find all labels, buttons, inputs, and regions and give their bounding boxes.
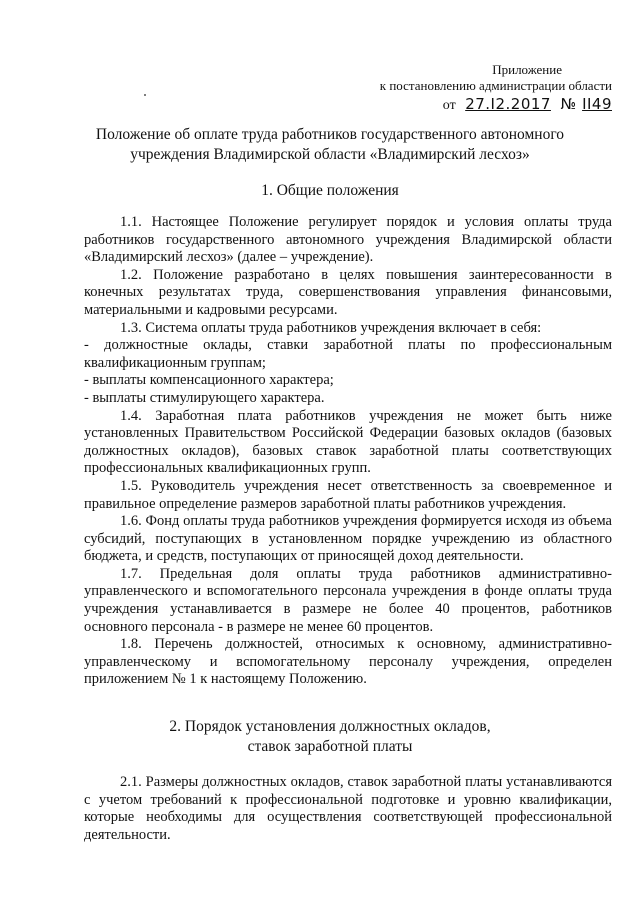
list-item: - должностные оклады, ставки заработной платы по профессиональным квалификационным группам; xyxy=(84,337,612,371)
document-title xyxy=(60,125,600,165)
list-item: - выплаты компенсационного характера; xyxy=(84,372,334,389)
paragraph: 1.4. Заработная плата работников учреждения не может быть ниже установленных Правительством Российской Федерации базовых окладов (базовых должностных окладов), базовых ставок заработной платы соответствующих профессиональных квалификационных групп. xyxy=(84,407,612,477)
list-item: - выплаты стимулирующего характера. xyxy=(84,389,325,406)
section-2-body xyxy=(84,774,612,844)
paragraph: 1.8. Перечень должностей, относимых к основному, административно-управленческому и вспомогательному персоналу учреждения, определен приложением № 1 к настоящему Положению. xyxy=(84,636,612,688)
paragraph: 1.2. Положение разработано в целях повышения заинтересованности в конечных результатах труда, совершенствования управления финансовыми, материальными и кадровыми ресурсами. xyxy=(84,266,612,318)
paragraph: 2.1. Размеры должностных окладов, ставок заработной платы устанавливаются с учетом требований к профессиональной подготовке и уровню квалификации, которые необходимы для осуществления соответствующей профессиональной деятельности. xyxy=(84,774,612,843)
paragraph: 1.1. Настоящее Положение регулирует порядок и условия оплаты труда работников государственного автономного учреждения Владимирской области «Владимирский лесхоз» (далее – учреждение). xyxy=(84,214,612,266)
heading-line: 2. Порядок установления должностных окладов, xyxy=(169,718,491,735)
decree-reference: к постановлению администрации области xyxy=(379,78,612,93)
date-prefix: от xyxy=(442,98,456,113)
decree-date: 27.I2.2017 xyxy=(465,95,551,113)
paragraph: 1.7. Предельная доля оплаты труда работников административно-управленческого и вспомогательного персонала учреждения в фонде оплаты труда учреждения устанавливается в размере не более 40 процентов, работников основного персонала - в размере не менее 60 процентов. xyxy=(84,565,612,635)
decree-date-line xyxy=(380,96,612,114)
paragraph: 1.6. Фонд оплаты труда работников учреждения формируется исходя из объема субсидий, поступающих в установленном порядке учреждению из областного бюджета, и средств, поступающих от приносящей доход деятельности. xyxy=(84,513,612,565)
decree-number: II49 xyxy=(582,95,612,113)
section-1-body xyxy=(84,214,612,689)
appendix-label: Приложение xyxy=(492,62,562,77)
section-heading: 1. Общие положения xyxy=(261,182,399,199)
title-line: Положение об оплате труда работников государственного автономного xyxy=(95,126,565,143)
heading-line: ставок заработной платы xyxy=(247,738,413,755)
scan-speck xyxy=(144,94,146,96)
number-symbol: № xyxy=(560,95,577,113)
appendix-header xyxy=(380,62,612,114)
section-heading xyxy=(60,717,600,757)
title-line: учреждения Владимирской области «Владимирский лесхоз» xyxy=(130,146,530,163)
paragraph: 1.5. Руководитель учреждения несет ответственность за своевременное и правильное определение размеров заработной платы работников учреждения. xyxy=(84,477,612,512)
paragraph: 1.3. Система оплаты труда работников учреждения включает в себя: xyxy=(120,319,542,336)
